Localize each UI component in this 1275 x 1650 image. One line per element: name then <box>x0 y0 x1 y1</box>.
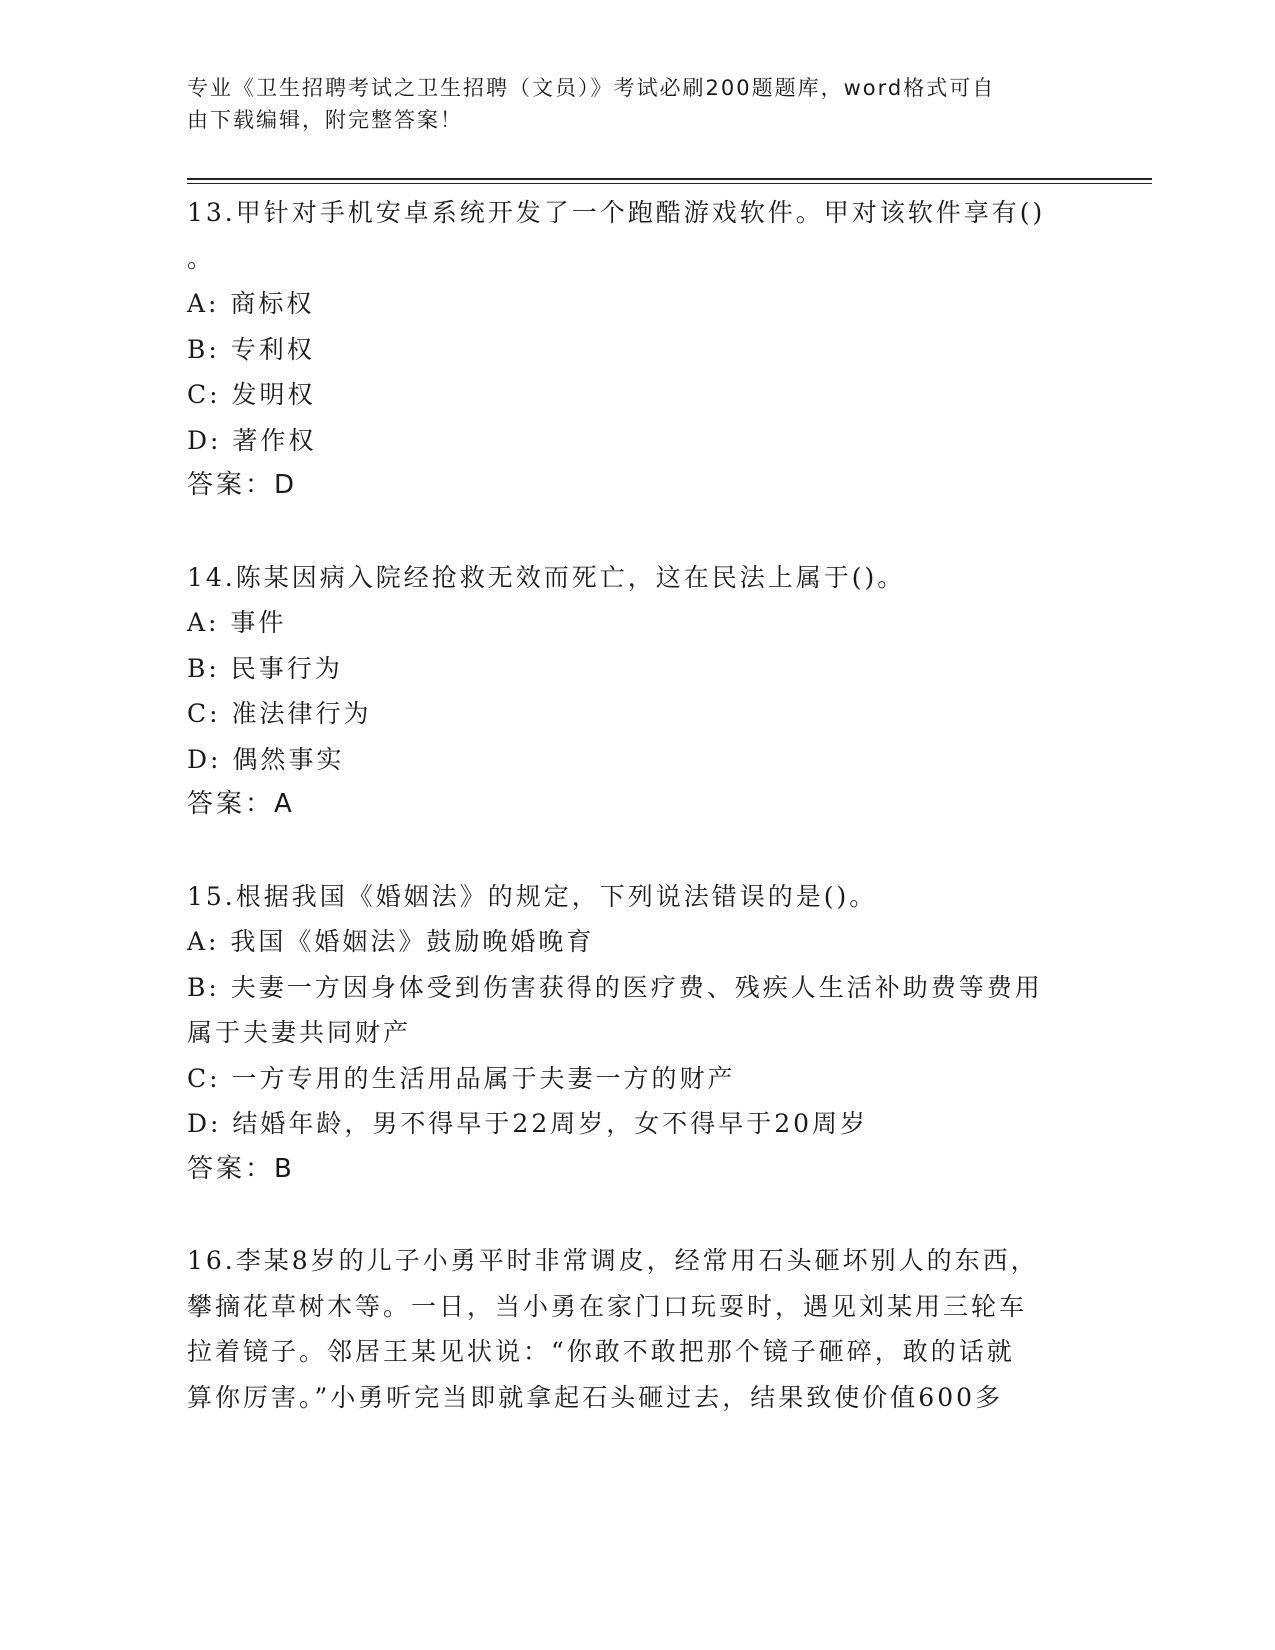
option-c: C: 一方专用的生活用品属于夫妻一方的财产 <box>187 1063 736 1093</box>
option-b: B: 民事行为 <box>187 653 343 683</box>
option-a: A: 我国《婚姻法》鼓励晚婚晚育 <box>187 927 595 956</box>
option-a: A: 商标权 <box>187 289 315 318</box>
spacer <box>187 509 1087 555</box>
document-header <box>187 72 1077 136</box>
option-c: C: 准法律行为 <box>187 699 372 728</box>
question-stem-line: 。 <box>187 243 216 273</box>
question-14 <box>187 555 1087 828</box>
spacer <box>187 828 1087 874</box>
question-13 <box>187 190 1087 509</box>
question-stem-line: 16.李某8岁的儿子小勇平时非常调皮，经常用石头砸坏别人的东西， <box>187 1246 1039 1275</box>
header-line-2: 由下载编辑，附完整答案！ <box>187 108 463 132</box>
header-line-1: 专业《卫生招聘考试之卫生招聘（文员）》考试必刷200题题库，word格式可自 <box>187 76 996 100</box>
question-stem-line: 算你厉害。”小勇听完当即就拿起石头砸过去，结果致使价值600多 <box>187 1382 1004 1412</box>
spacer <box>187 1192 1087 1238</box>
option-b: B: 专利权 <box>187 334 315 364</box>
question-stem-line: 13.甲针对手机安卓系统开发了一个跑酷游戏软件。甲对该软件享有() <box>187 198 1046 227</box>
option-a: A: 事件 <box>187 608 287 637</box>
answer-line: 答案：D <box>187 470 298 500</box>
question-stem-line: 攀摘花草树木等。一日，当小勇在家门口玩耍时，遇见刘某用三轮车 <box>187 1291 1028 1321</box>
option-d: D: 著作权 <box>187 425 317 455</box>
option-b: B: 夫妻一方因身体受到伤害获得的医疗费、残疾人生活补助费等费用 <box>187 972 1043 1002</box>
option-b-continued: 属于夫妻共同财产 <box>187 1018 412 1047</box>
question-15 <box>187 874 1087 1193</box>
option-d: D: 结婚年龄，男不得早于22周岁，女不得早于20周岁 <box>187 1109 869 1138</box>
question-stem-line: 14.陈某因病入院经抢救无效而死亡，这在民法上属于()。 <box>187 562 906 592</box>
option-c: C: 发明权 <box>187 380 316 409</box>
question-stem-line: 拉着镜子。邻居王某见状说：“你敢不敢把那个镜子砸碎，敢的话就 <box>187 1337 1015 1366</box>
answer-line: 答案：B <box>187 1153 295 1184</box>
header-rule-thin <box>187 183 1152 184</box>
question-stem-line: 15.根据我国《婚姻法》的规定，下列说法错误的是()。 <box>187 881 878 911</box>
option-d: D: 偶然事实 <box>187 744 345 774</box>
question-16 <box>187 1238 1087 1420</box>
answer-line: 答案：A <box>187 789 295 819</box>
question-list <box>187 190 1087 1420</box>
header-rule-thick <box>187 178 1152 180</box>
